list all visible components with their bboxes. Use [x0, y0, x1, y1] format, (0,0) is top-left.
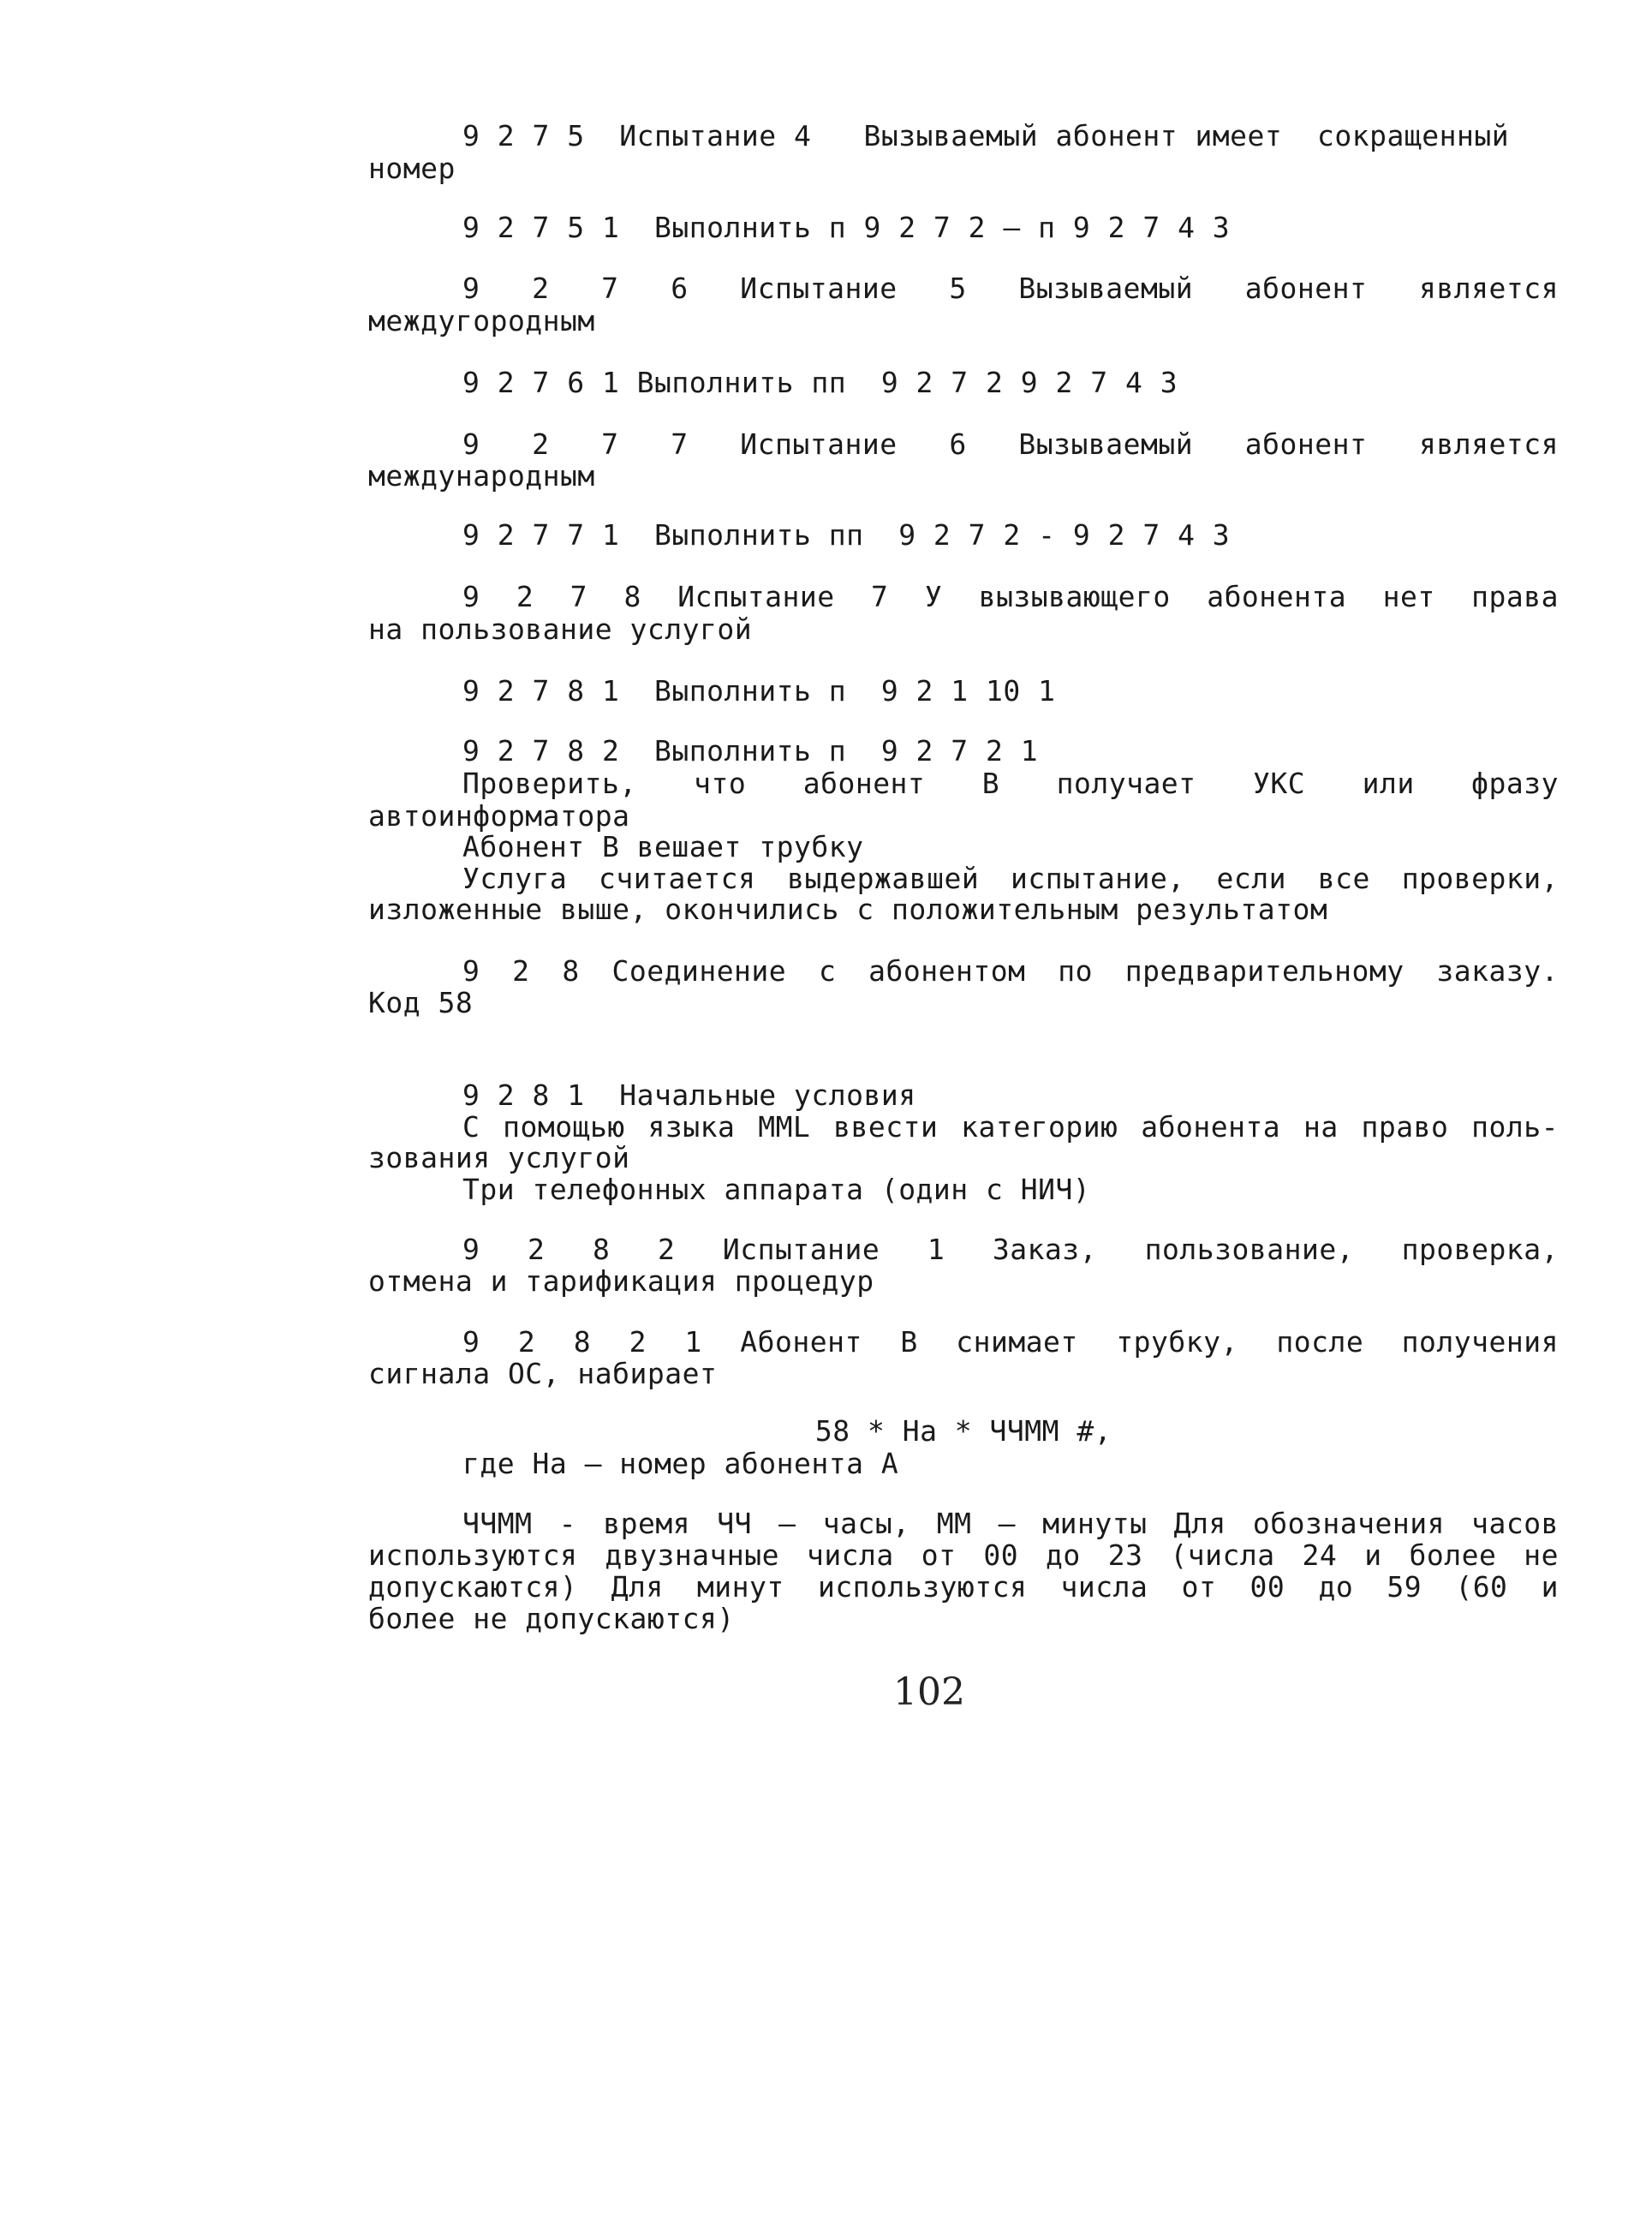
text-line: Код 58 — [368, 986, 474, 1019]
text-line: 9 2 7 5 Испытание 4 Вызываемый абонент имеет сокращенный — [462, 119, 1510, 152]
text-line: Абонент В вешает трубку — [462, 830, 864, 863]
text-line: отмена и тарификация процедур — [368, 1264, 874, 1298]
text-line: допускаются) Для минут используются числа от 00 до 59 (60 и — [368, 1570, 1559, 1604]
text-line: 9 2 8 2 Испытание 1 Заказ, пользование, проверка, — [462, 1233, 1559, 1266]
text-line: международным — [368, 459, 595, 493]
text-line: 9 2 8 1 Начальные условия — [462, 1078, 916, 1112]
page-number: 102 — [893, 1670, 965, 1714]
text-line: Проверить, что абонент В получает УКС или фразу — [462, 767, 1559, 800]
text-line: 9 2 7 5 1 Выполнить п 9 2 7 2 – п 9 2 7 4 3 — [462, 211, 1231, 244]
text-line: С помощью языка ММL ввести категорию абонента на право поль- — [462, 1110, 1559, 1144]
text-line: 9 2 7 7 Испытание 6 Вызываемый абонент является — [462, 427, 1559, 461]
text-line: номер — [368, 152, 456, 185]
formula-line: 58 * На * ЧЧММ #, — [814, 1414, 1112, 1448]
text-line: сигнала ОС, набирает — [368, 1357, 718, 1390]
text-line: 9 2 7 6 1 Выполнить пп 9 2 7 2 9 2 7 4 3 — [462, 366, 1178, 399]
text-line: 9 2 8 2 1 Абонент В снимает трубку, после получения — [462, 1325, 1559, 1359]
text-line: 9 2 7 8 1 Выполнить п 9 2 1 10 1 — [462, 674, 1056, 708]
text-line: где На – номер абонента А — [462, 1447, 899, 1480]
text-line: 9 2 7 6 Испытание 5 Вызываемый абонент является — [462, 272, 1559, 305]
text-line: 9 2 7 8 Испытание 7 У вызывающего абонента нет права — [462, 580, 1559, 613]
text-line: междугородным — [368, 304, 595, 337]
text-line: изложенные выше, окончились с положительным результатом — [368, 893, 1328, 926]
text-line: на пользование услугой — [368, 612, 753, 646]
text-line: более не допускаются) — [368, 1602, 735, 1635]
text-line: Три телефонных аппарата (один с НИЧ) — [462, 1173, 1091, 1206]
text-line: автоинформатора — [368, 799, 630, 833]
text-line: используются двузначные числа от 00 до 23 (числа 24 и более не — [368, 1538, 1559, 1572]
text-line: Услуга считается выдержавшей испытание, если все проверки, — [462, 862, 1559, 895]
text-line: 9 2 7 7 1 Выполнить пп 9 2 7 2 - 9 2 7 4 3 — [462, 518, 1231, 552]
text-line: 9 2 7 8 2 Выполнить п 9 2 7 2 1 — [462, 734, 1039, 768]
text-line: ЧЧММ - время ЧЧ – часы, ММ – минуты Для обозначения часов — [462, 1507, 1559, 1540]
text-line: 9 2 8 Соединение с абонентом по предварительному заказу. — [462, 954, 1559, 988]
text-line: зования услугой — [368, 1141, 630, 1174]
